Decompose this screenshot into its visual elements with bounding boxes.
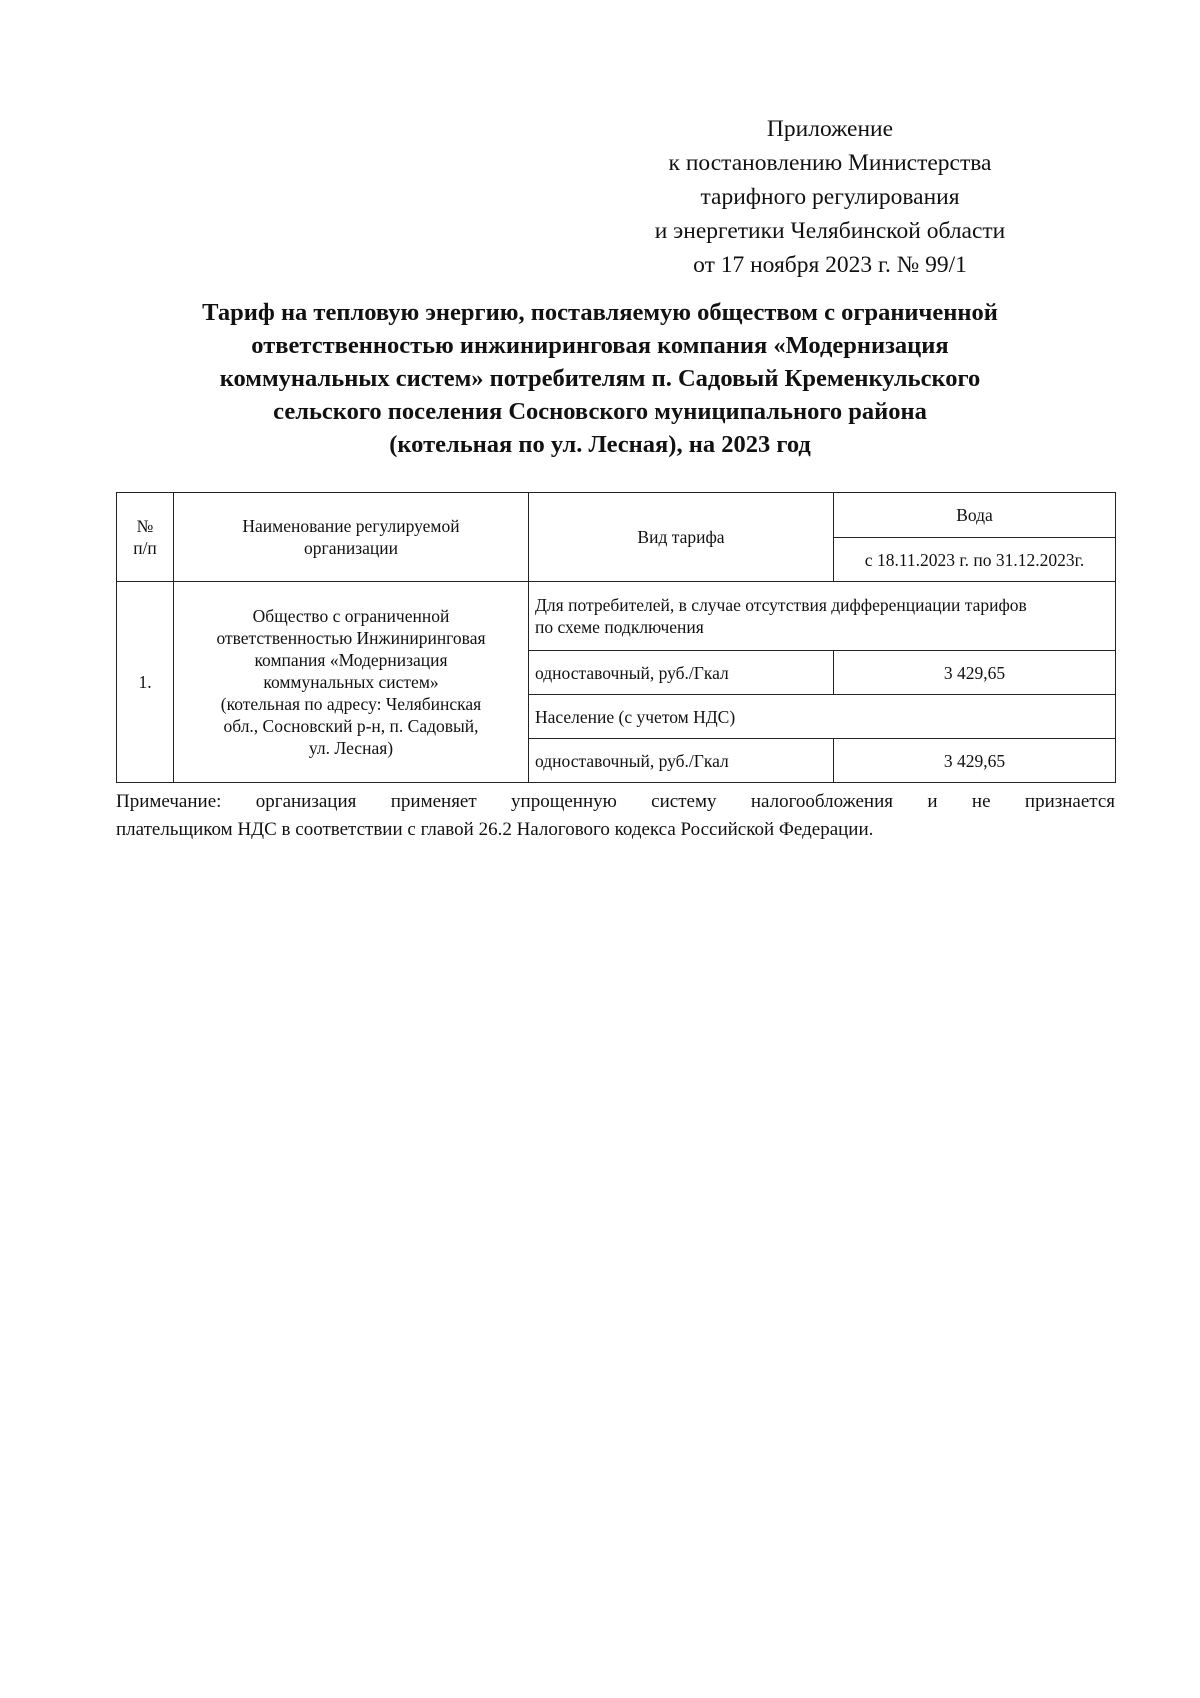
org-line: (котельная по адресу: Челябинская — [220, 694, 482, 714]
rate-label: одноставочный, руб./Гкал — [529, 739, 834, 783]
consumer-group-cell — [529, 582, 1116, 651]
appendix-line: от 17 ноября 2023 г. № 99/1 — [693, 252, 967, 278]
rate-value: 3 429,65 — [834, 651, 1116, 695]
org-line: Общество с ограниченной — [252, 606, 450, 626]
org-line: обл., Сосновский р-н, п. Садовый, — [223, 716, 479, 736]
org-line: коммунальных систем» — [263, 672, 439, 692]
footnote-line1: Примечание: организация применяет упрощенную систему налогообложения и не признается — [116, 791, 1115, 812]
header-period: с 18.11.2023 г. по 31.12.2023г. — [834, 538, 1116, 582]
consumer-group-line2: по схеме подключения — [535, 617, 704, 637]
rate-label: одноставочный, руб./Гкал — [529, 651, 834, 695]
org-line: компания «Модернизация — [254, 650, 448, 670]
tariff-table — [116, 492, 1116, 783]
org-line: ответственностью Инжиниринговая — [216, 628, 486, 648]
title-line: ответственностью инжиниринговая компания «Модернизация — [251, 332, 949, 359]
appendix-line: и энергетики Челябинской области — [654, 218, 1006, 244]
footnote — [116, 788, 1115, 844]
title-line: Тариф на тепловую энергию, поставляемую обществом с ограниченной — [202, 299, 998, 326]
title-line: коммунальных систем» потребителям п. Садовый Кременкульского — [219, 365, 981, 392]
rate-value: 3 429,65 — [834, 739, 1116, 783]
header-num-cell — [117, 493, 174, 582]
title-line: сельского поселения Сосновского муниципального района — [273, 398, 927, 425]
appendix-line: Приложение — [766, 116, 894, 142]
header-org-line2: организации — [304, 538, 398, 558]
row-org-cell — [174, 582, 529, 783]
row-num: 1. — [117, 582, 174, 783]
org-line: ул. Лесная) — [308, 738, 394, 758]
table-row — [117, 582, 1116, 651]
appendix-line: к постановлению Министерства — [668, 150, 992, 176]
footnote-line2: плательщиком НДС в соответствии с главой 26.2 Налогового кодекса Российской Федерации. — [116, 819, 874, 840]
consumer-group-line1: Для потребителей, в случае отсутствия дифференциации тарифов — [535, 595, 1027, 615]
header-org-line1: Наименование регулируемой — [242, 516, 460, 536]
table-header-row — [117, 493, 1116, 538]
title-line: (котельная по ул. Лесная), на 2023 год — [389, 431, 811, 458]
header-water: Вода — [834, 493, 1116, 538]
header-num-line2: п/п — [133, 538, 157, 558]
header-org-cell — [174, 493, 529, 582]
appendix-line: тарифного регулирования — [700, 184, 960, 210]
header-tariff-type: Вид тарифа — [529, 493, 834, 582]
appendix-header — [560, 112, 1100, 282]
header-num-line1: № — [136, 516, 154, 536]
document-title — [100, 296, 1100, 461]
population-group-cell: Население (с учетом НДС) — [529, 695, 1116, 739]
